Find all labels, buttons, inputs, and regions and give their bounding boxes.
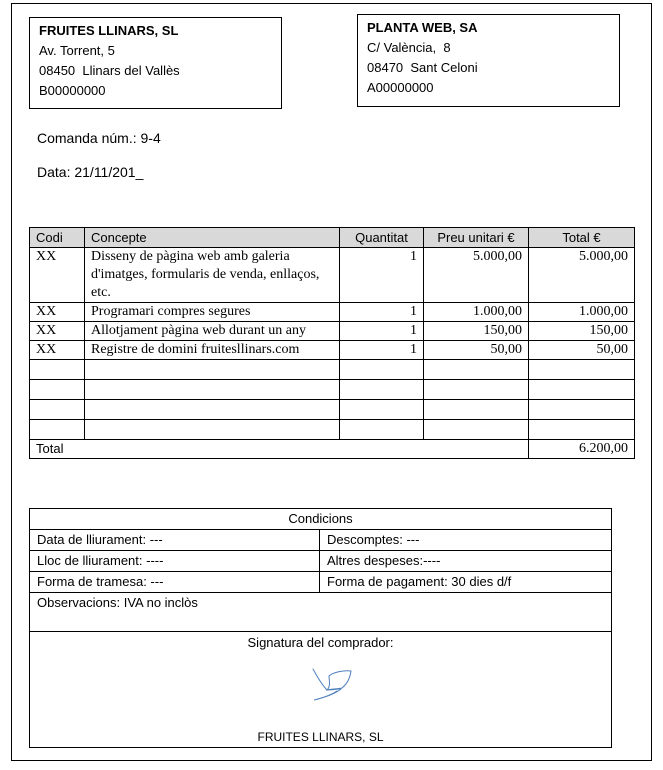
row-quantity: 1 <box>340 303 424 322</box>
table-row <box>30 248 635 303</box>
sender-name: FRUITES LLINARS, SL <box>39 23 179 38</box>
sender-city: 08450 Llinars del Vallès <box>39 63 180 78</box>
table-header-row <box>30 228 635 248</box>
header-quantity: Quantitat <box>340 228 424 248</box>
header-code: Codi <box>30 228 85 248</box>
empty-row <box>30 400 635 420</box>
delivery-date: Data de lliurament: --- <box>30 530 320 551</box>
conditions-table <box>29 508 612 748</box>
table-row <box>30 322 635 341</box>
items-table <box>29 227 635 459</box>
total-label: Total <box>30 440 529 459</box>
row-total: 150,00 <box>529 322 635 341</box>
row-concept: Programari compres segures <box>85 303 340 322</box>
empty-row <box>30 420 635 440</box>
order-date: Data: 21/11/201_ <box>37 164 144 180</box>
discounts: Descomptes: --- <box>320 530 612 551</box>
row-quantity: 1 <box>340 322 424 341</box>
row-concept: Disseny de pàgina web amb galeria d'imatges, formularis de venda, enllaços, etc. <box>85 248 340 303</box>
total-row <box>30 440 635 459</box>
observations: Observacions: IVA no inclòs <box>30 593 612 632</box>
other-expenses: Altres despeses:---- <box>320 551 612 572</box>
sender-tax-id: B00000000 <box>39 83 106 98</box>
recipient-street: C/ València, 8 <box>367 40 451 55</box>
empty-row <box>30 360 635 380</box>
header-concept: Concepte <box>85 228 340 248</box>
header-total: Total € <box>529 228 635 248</box>
recipient-tax-id: A00000000 <box>367 80 434 95</box>
row-code: XX <box>30 322 85 341</box>
total-value: 6.200,00 <box>529 440 635 459</box>
order-number: Comanda núm.: 9-4 <box>37 130 161 146</box>
sender-address-box <box>29 17 282 109</box>
recipient-name: PLANTA WEB, SA <box>367 20 478 35</box>
table-row <box>30 341 635 360</box>
recipient-address-box <box>357 14 620 107</box>
signature-name: FRUITES LLINARS, SL <box>257 730 384 744</box>
row-unit-price: 150,00 <box>424 322 529 341</box>
empty-row <box>30 380 635 400</box>
row-code: XX <box>30 303 85 322</box>
table-row <box>30 303 635 322</box>
row-unit-price: 5.000,00 <box>424 248 529 303</box>
row-unit-price: 1.000,00 <box>424 303 529 322</box>
delivery-place: Lloc de lliurament: ---- <box>30 551 320 572</box>
conditions-title: Condicions <box>30 509 612 530</box>
row-code: XX <box>30 341 85 360</box>
signature-scribble-icon <box>311 666 361 706</box>
signature-title: Signatura del comprador: <box>247 635 394 650</box>
header-unit-price: Preu unitari € <box>424 228 529 248</box>
row-concept: Allotjament pàgina web durant un any <box>85 322 340 341</box>
payment-method: Forma de pagament: 30 dies d/f <box>320 572 612 593</box>
sender-street: Av. Torrent, 5 <box>39 43 115 58</box>
row-concept: Registre de domini fruitesllinars.com <box>85 341 340 360</box>
row-quantity: 1 <box>340 248 424 303</box>
row-code: XX <box>30 248 85 303</box>
row-total: 50,00 <box>529 341 635 360</box>
recipient-city: 08470 Sant Celoni <box>367 60 478 75</box>
row-unit-price: 50,00 <box>424 341 529 360</box>
signature-box <box>30 632 612 748</box>
row-total: 1.000,00 <box>529 303 635 322</box>
row-total: 5.000,00 <box>529 248 635 303</box>
shipping-method: Forma de tramesa: --- <box>30 572 320 593</box>
row-quantity: 1 <box>340 341 424 360</box>
